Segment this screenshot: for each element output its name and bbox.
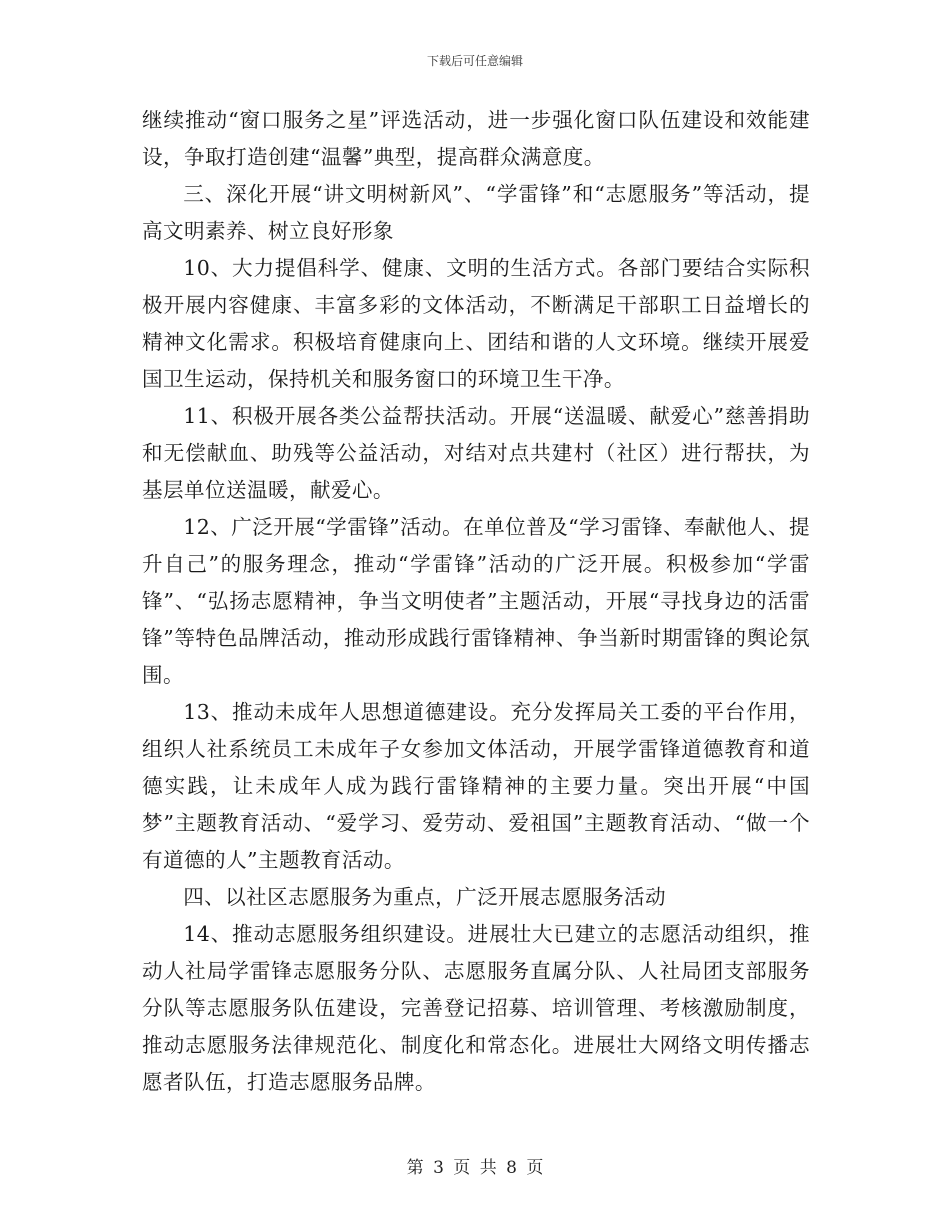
paragraph-item-10: 10、大力提倡科学、健康、文明的生活方式。各部门要结合实际积极开展内容健康、丰富多彩的文体活动，不断满足干部职工日益增长的精神文化需求。积极培育健康向上、团结和谐的人文环境。继续开展爱国卫生运动，保持机关和服务窗口的环境卫生干净。	[142, 256, 810, 391]
section-heading-4: 四、以社区志愿服务为重点，广泛开展志愿服务活动	[183, 885, 667, 909]
paragraph-item-14: 14、推动志愿服务组织建设。进展壮大已建立的志愿活动组织，推动人社局学雷锋志愿服务分队、志愿服务直属分队、人社局团支部服务分队等志愿服务队伍建设，完善登记招募、培训管理、考核激励制度，推动志愿服务法律规范化、制度化和常态化。进展壮大网络文明传播志愿者队伍，打造志愿服务品牌。	[142, 922, 810, 1094]
document-body	[142, 102, 810, 1101]
paragraph-item-12: 12、广泛开展“学雷锋”活动。在单位普及“学习雷锋、奉献他人、提升自己”的服务理念，推动“学雷锋”活动的广泛开展。积极参加“学雷锋”、“弘扬志愿精神，争当文明使者”主题活动，开展“寻找身边的活雷锋”等特色品牌活动，推动形成践行雷锋精神、争当新时期雷锋的舆论氛围。	[142, 515, 810, 687]
paragraph-item-11: 11、积极开展各类公益帮扶活动。开展“送温暖、献爱心”慈善捐助和无偿献血、助残等公益活动，对结对点共建村（社区）进行帮扶，为基层单位送温暖，献爱心。	[142, 404, 810, 502]
page-number: 第 3 页 共 8 页	[406, 1158, 544, 1178]
page-header: 下载后可任意编辑	[426, 54, 523, 68]
paragraph-item-13: 13、推动未成年人思想道德建设。充分发挥局关工委的平台作用，组织人社系统员工未成年子女参加文体活动，开展学雷锋道德教育和道德实践，让未成年人成为践行雷锋精神的主要力量。突出开展“中国梦”主题教育活动、“爱学习、爱劳动、爱祖国”主题教育活动、“做一个有道德的人”主题教育活动。	[142, 700, 810, 872]
paragraph-window-service: 继续推动“窗口服务之星”评选活动，进一步强化窗口队伍建设和效能建设，争取打造创建“温馨”典型，提高群众满意度。	[142, 108, 810, 169]
section-heading-3: 三、深化开展“讲文明树新风”、“学雷锋”和“志愿服务”等活动，提高文明素养、树立良好形象	[142, 182, 810, 243]
